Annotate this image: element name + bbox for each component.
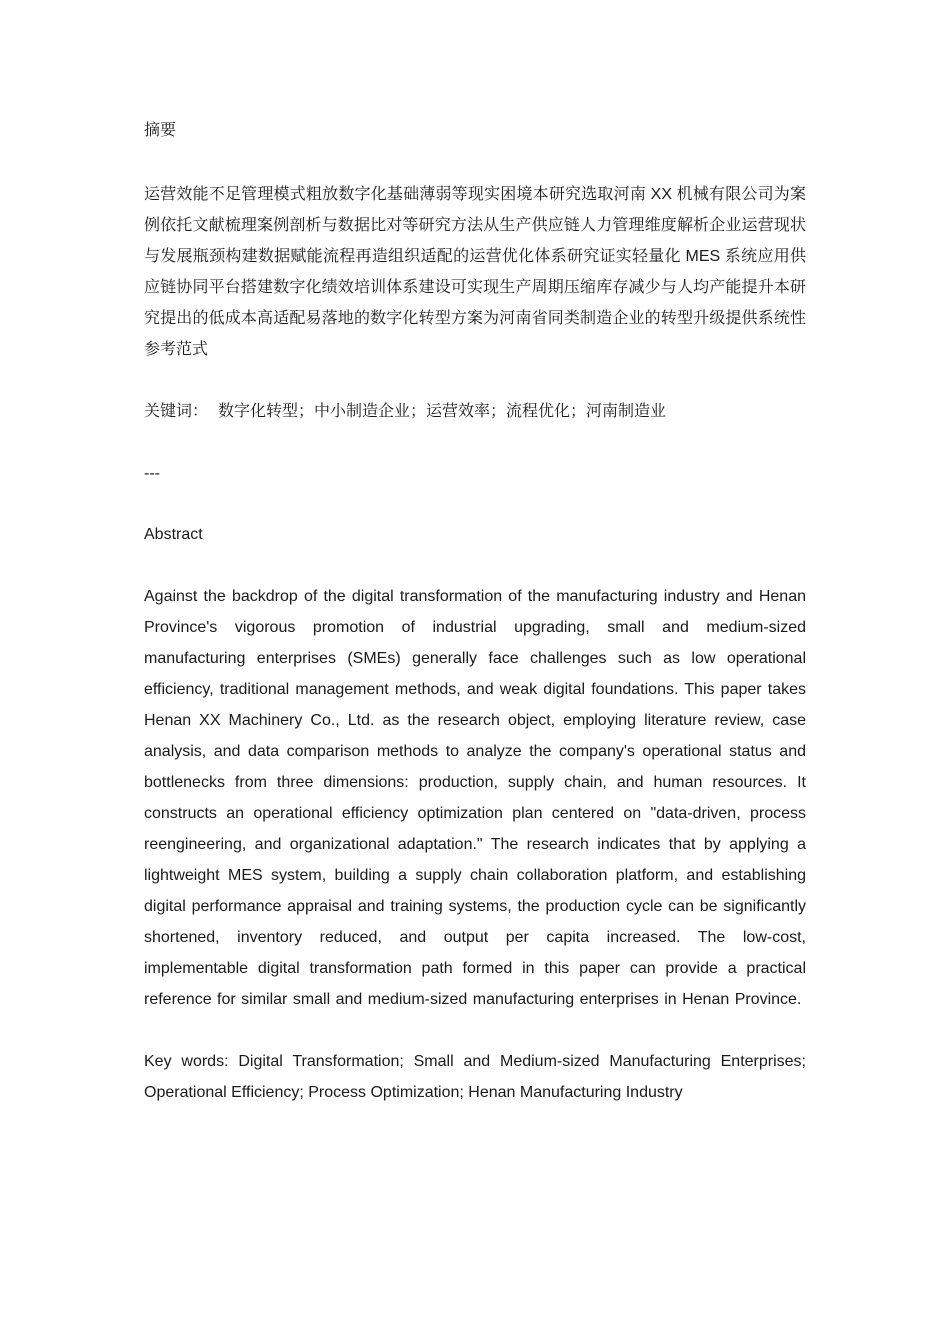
keywords-en (144, 1046, 806, 1108)
abstract-en-title: Abstract (144, 526, 203, 543)
abstract-zh-title: 摘要 (144, 122, 177, 139)
keywords-en-list: Digital Transformation; Small and Medium-sized Manufacturing Enterprises; Operational Efficiency; Process Optimization; Henan Manufacturing Industry (144, 1053, 806, 1101)
abstract-zh-body: 运营效能不足管理模式粗放数字化基础薄弱等现实困境本研究选取河南 XX 机械有限公司为案例依托文献梳理案例剖析与数据比对等研究方法从生产供应链人力管理维度解析企业运营现状与发展瓶颈构建数据赋能流程再造组织适配的运营优化体系研究证实轻量化 MES 系统应用供应链协同平台搭建数字化绩效培训体系建设可实现生产周期压缩库存减少与人均产能提升本研究提出的低成本高适配易落地的数字化转型方案为河南省同类制造企业的转型升级提供系统性参考范式 (144, 186, 806, 358)
section-separator: --- (144, 465, 160, 482)
keywords-zh (144, 396, 806, 427)
document-page (144, 118, 806, 1108)
keywords-zh-label: 关键词： (144, 403, 209, 420)
keywords-zh-list: 数字化转型；中小制造企业；运营效率；流程优化；河南制造业 (218, 403, 667, 420)
keywords-en-label: Key words: (144, 1053, 229, 1070)
abstract-en-body: Against the backdrop of the digital transformation of the manufacturing industry and Henan Province's vigorous promotion of industrial upgrading, small and medium-sized manufacturing enterprises (SMEs) generally face challenges such as low operational efficiency, traditional management methods, and weak digital foundations. This paper takes Henan XX Machinery Co., Ltd. as the research object, employing literature review, case analysis, and data comparison methods to analyze the company's operational status and bottlenecks from three dimensions: production, supply chain, and human resources. It constructs an operational efficiency optimization plan centered on "data-driven, process reengineering, and organizational adaptation." The research indicates that by applying a lightweight MES system, building a supply chain collaboration platform, and establishing digital performance appraisal and training systems, the production cycle can be significantly shortened, inventory reduced, and output per capita increased. The low-cost, implementable digital transformation path formed in this paper can provide a practical reference for similar small and medium-sized manufacturing enterprises in Henan Province. (144, 588, 806, 1008)
